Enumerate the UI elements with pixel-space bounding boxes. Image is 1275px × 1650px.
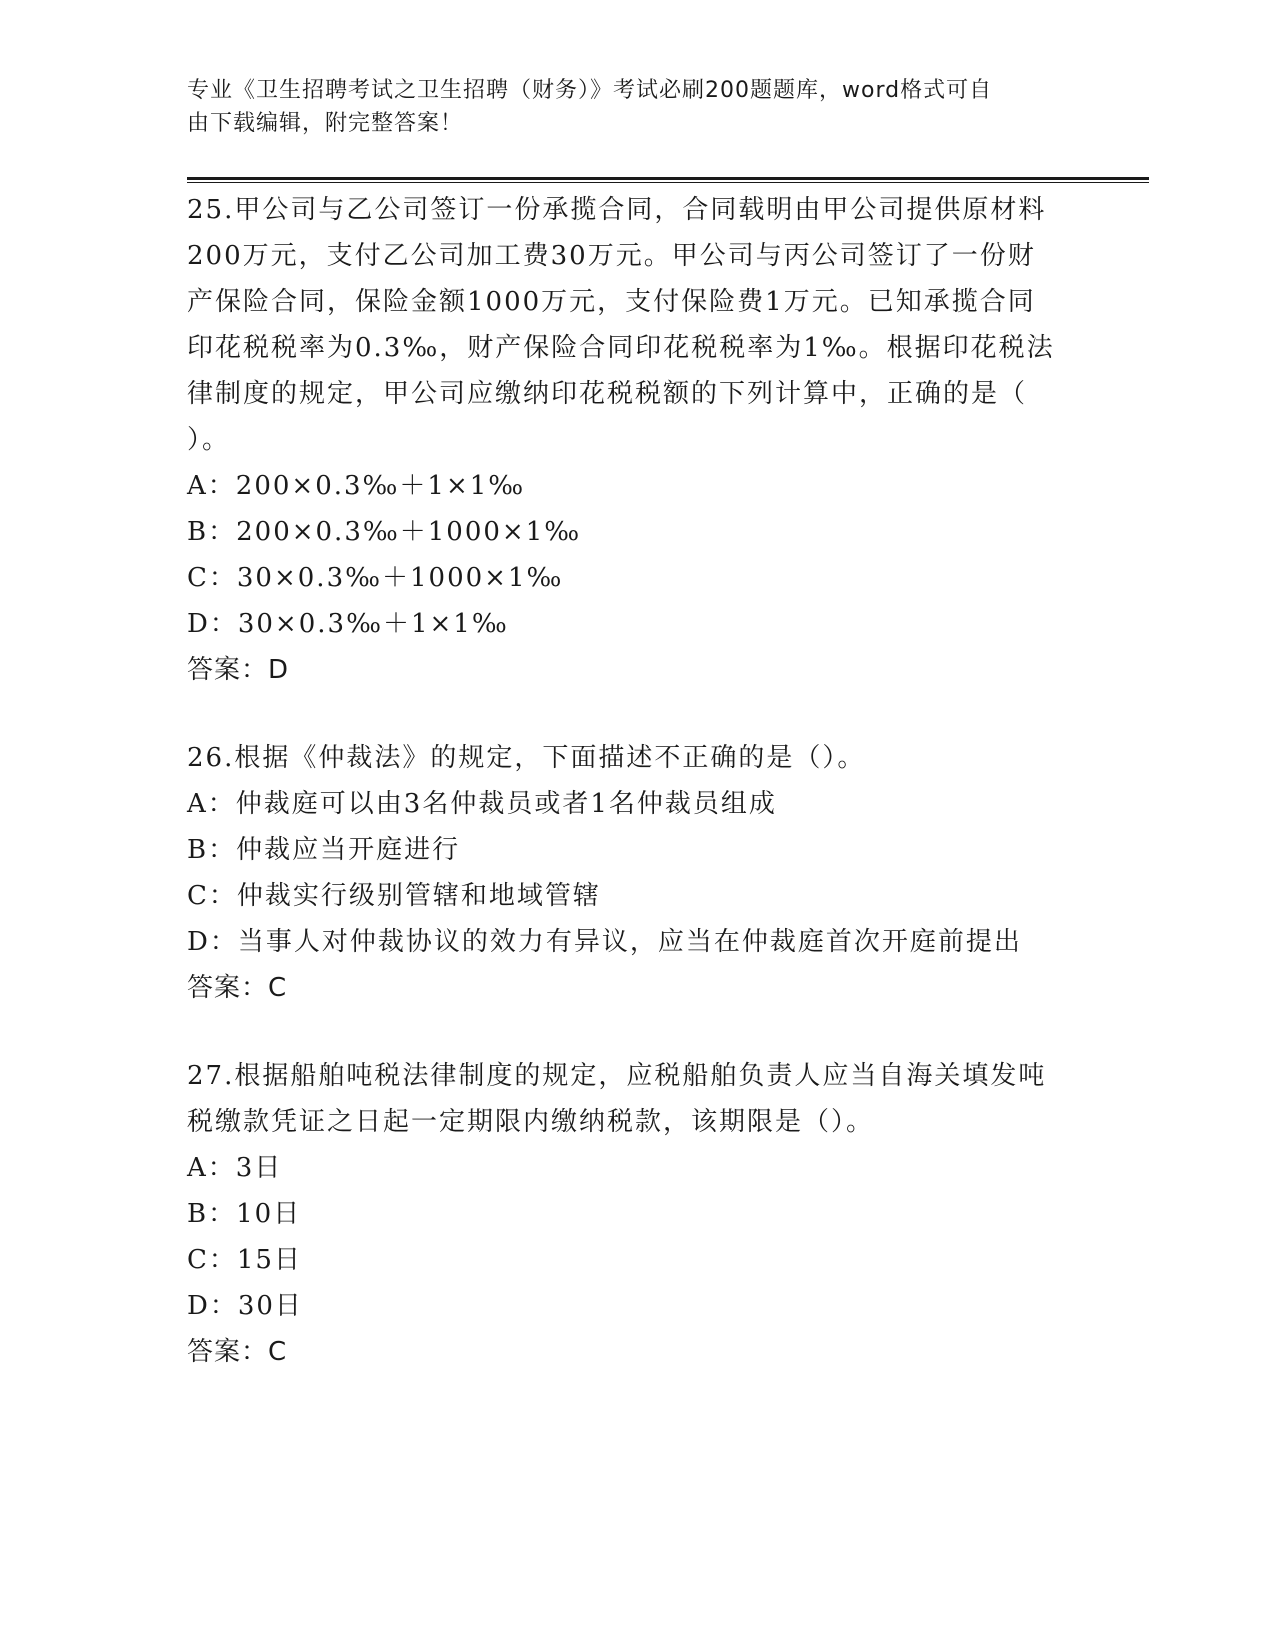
question-text-line: 印花税税率为0.3‰，财产保险合同印花税税率为1‰。根据印花税法 (187, 333, 1055, 363)
question-text-line: 税缴款凭证之日起一定期限内缴纳税款，该期限是（）。 (187, 1107, 875, 1137)
question-text-line: 律制度的规定，甲公司应缴纳印花税税额的下列计算中，正确的是（ (187, 379, 1028, 409)
header-divider-thin (187, 182, 1149, 183)
option-c: C：仲裁实行级别管辖和地域管辖 (187, 881, 601, 911)
question-text-line: 25.甲公司与乙公司签订一份承揽合同，合同载明由甲公司提供原材料 (187, 195, 1047, 225)
option-a: A：3日 (187, 1153, 283, 1183)
option-b: B：200×0.3‰＋1000×1‰ (187, 517, 582, 547)
header-divider-thick (187, 177, 1149, 180)
option-b: B：仲裁应当开庭进行 (187, 835, 461, 865)
option-d: D：30×0.3‰＋1×1‰ (187, 609, 509, 639)
spacer (187, 1011, 1067, 1053)
question-text-line: 26.根据《仲裁法》的规定，下面描述不正确的是（）。 (187, 743, 866, 773)
option-d: D：30日 (187, 1291, 303, 1321)
question-list (187, 187, 1067, 1375)
answer: 答案：C (187, 1337, 288, 1367)
option-c: C：30×0.3‰＋1000×1‰ (187, 563, 564, 593)
option-c: C：15日 (187, 1245, 302, 1275)
question-text-line: 产保险合同，保险金额1000万元，支付保险费1万元。已知承揽合同 (187, 287, 1036, 317)
option-a: A：200×0.3‰＋1×1‰ (187, 471, 526, 501)
answer: 答案：D (187, 655, 290, 685)
option-b: B：10日 (187, 1199, 302, 1229)
question-27 (187, 1053, 1067, 1375)
header-line-1: 专业《卫生招聘考试之卫生招聘（财务）》考试必刷200题题库，word格式可自 (187, 78, 993, 103)
option-a: A：仲裁庭可以由3名仲裁员或者1名仲裁员组成 (187, 789, 777, 819)
question-text-line: 200万元，支付乙公司加工费30万元。甲公司与丙公司签订了一份财 (187, 241, 1036, 271)
question-26 (187, 735, 1067, 1011)
question-text-line: 27.根据船舶吨税法律制度的规定，应税船舶负责人应当自海关填发吨 (187, 1061, 1047, 1091)
document-header (187, 74, 1067, 140)
spacer (187, 693, 1067, 735)
answer: 答案：C (187, 973, 288, 1003)
question-text-line: ）。 (187, 425, 231, 455)
option-d: D：当事人对仲裁协议的效力有异议，应当在仲裁庭首次开庭前提出 (187, 927, 1022, 957)
header-line-2: 由下载编辑，附完整答案！ (187, 111, 464, 136)
question-25 (187, 187, 1067, 693)
